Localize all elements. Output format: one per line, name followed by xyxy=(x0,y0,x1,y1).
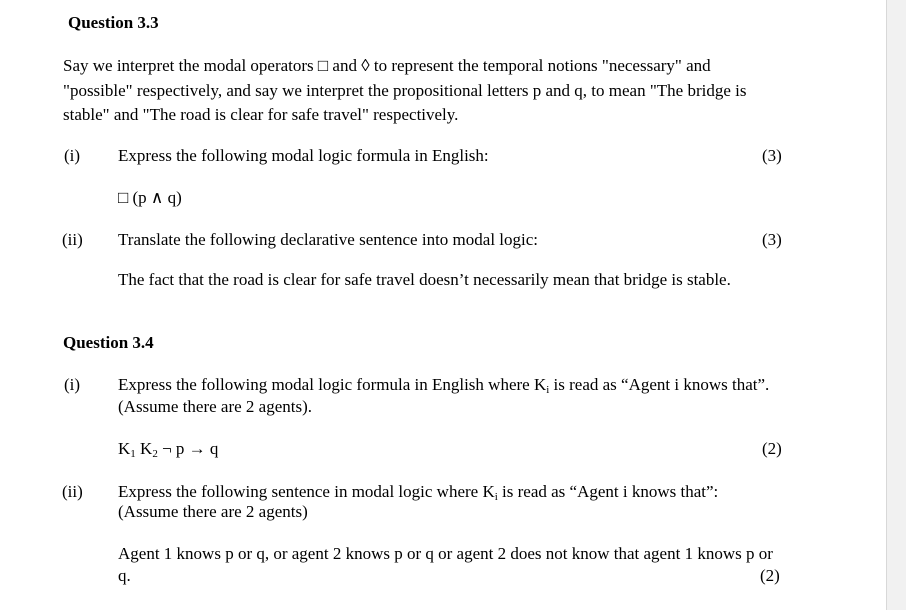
page-edge xyxy=(886,0,906,610)
q34-part-i-line-2: (Assume there are 2 agents). xyxy=(118,397,313,416)
q33-intro-line-1: Say we interpret the modal operators □ and ◊ to represent the temporal notions "necessary" and xyxy=(63,56,711,75)
q33-intro-line-2: "possible" respectively, and say we interpret the propositional letters p and q, to mean "The bridge is xyxy=(63,81,747,100)
q34-part-i-formula: $K_1$ $K_2$ ¬ p → q xyxy=(118,439,219,460)
q34-part-ii-sentence-line-1: Agent 1 knows p or q, or agent 2 knows p or q or agent 2 does not know that agent 1 knows p or xyxy=(118,544,773,563)
question-3-3-heading: Question 3.3 xyxy=(68,13,159,32)
q34-part-ii-number: (ii) xyxy=(62,482,83,501)
q34-part-ii-sentence-line-2: q. xyxy=(118,566,131,585)
q34-part-ii-line-2: (Assume there are 2 agents) xyxy=(118,502,308,521)
q33-intro-line-3: stable" and "The road is clear for safe travel" respectively. xyxy=(63,105,459,124)
q33-part-i-text: Express the following modal logic formula in English: xyxy=(118,146,489,165)
q33-part-i-number: (i) xyxy=(64,146,81,165)
q34-part-i-line-1: Express the following modal logic formula in English where $K_i$ is read as “Agent i knows that”. xyxy=(118,375,770,396)
q33-part-ii-sentence: The fact that the road is clear for safe travel doesn’t necessarily mean that bridge is stable. xyxy=(118,270,731,289)
q33-part-ii-number: (ii) xyxy=(62,230,83,249)
q33-part-i-formula: □ (p ∧ q) xyxy=(118,188,182,207)
q33-part-ii-marks: (3) xyxy=(762,230,782,249)
q34-part-ii-line-1: Express the following sentence in modal logic where $K_i$ is read as “Agent i knows that”: xyxy=(118,482,719,503)
q34-part-i-marks: (2) xyxy=(762,439,782,458)
q33-part-i-marks: (3) xyxy=(762,146,782,165)
q33-part-ii-text: Translate the following declarative sentence into modal logic: xyxy=(118,230,539,249)
q34-part-i-number: (i) xyxy=(64,375,81,394)
q34-part-ii-marks: (2) xyxy=(760,566,780,585)
question-3-4-heading: Question 3.4 xyxy=(63,333,154,352)
